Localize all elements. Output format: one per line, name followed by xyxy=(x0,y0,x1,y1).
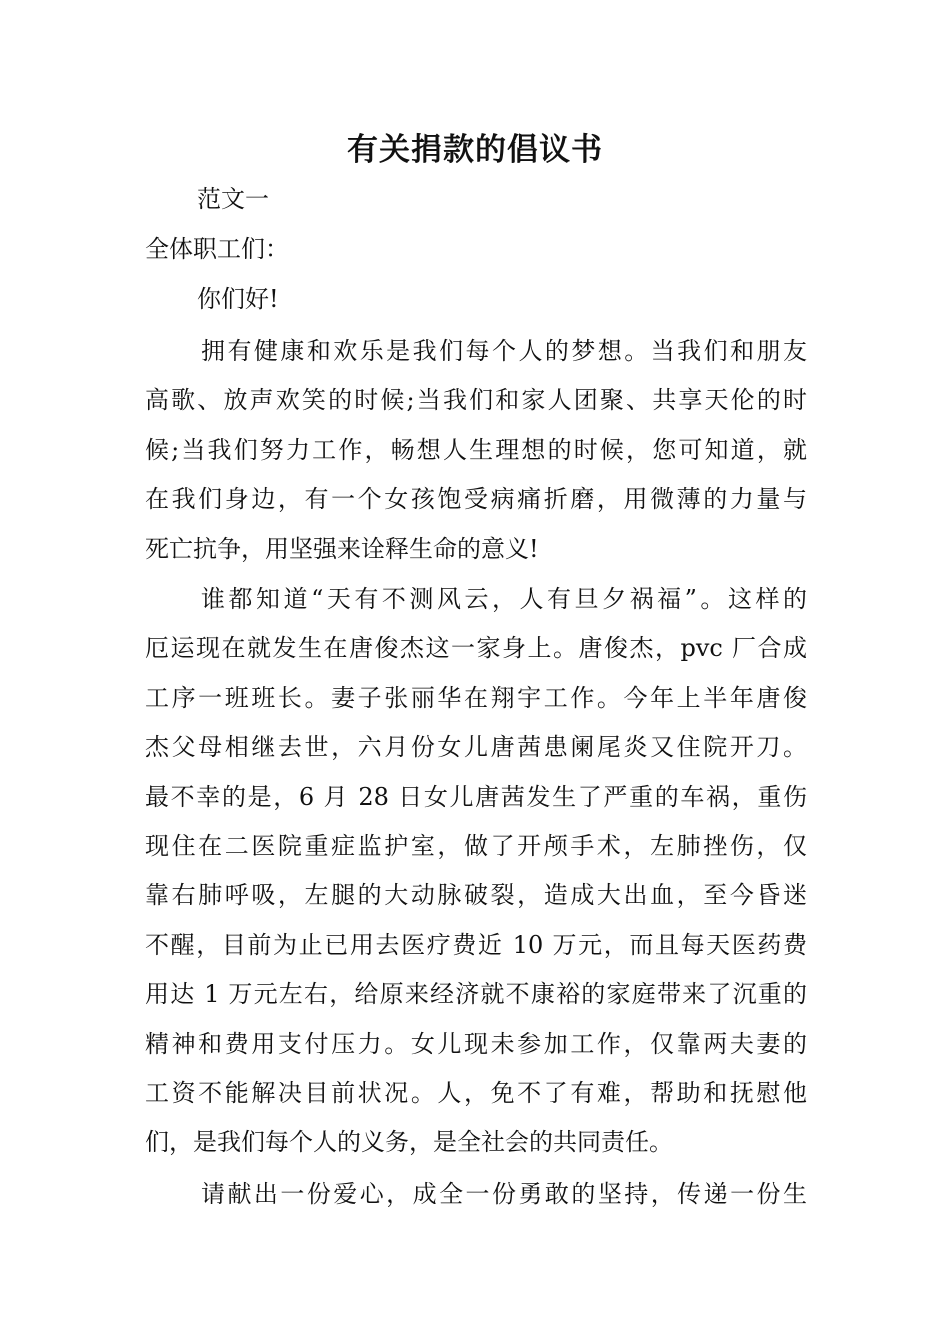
paragraph-3 xyxy=(145,1170,807,1219)
paragraph-line: 不醒，目前为止已用去医疗费近 10 万元，而且每天医药费 xyxy=(145,930,807,959)
paragraph-line: 谁都知道“天有不测风云，人有旦夕祸福”。这样的 xyxy=(201,585,807,613)
paragraph-line: 工序一班班长。妻子张丽华在翔宇工作。今年上半年唐俊 xyxy=(145,683,807,712)
paragraph-line: 高歌、放声欢笑的时候;当我们和家人团聚、共享天伦的时 xyxy=(145,386,807,415)
paragraph-line: 候;当我们努力工作，畅想人生理想的时候，您可知道，就 xyxy=(145,435,807,464)
document-title: 有关捐款的倡议书 xyxy=(347,132,603,168)
paragraph-line: 们，是我们每个人的义务，是全社会的共同责任。 xyxy=(145,1128,673,1157)
paragraph-1 xyxy=(145,327,807,574)
document-subtitle: 范文一 xyxy=(197,185,269,213)
paragraph-line: 用达 1 万元左右，给原来经济就不康裕的家庭带来了沉重的 xyxy=(145,980,807,1009)
paragraph-line: 靠右肺呼吸，左腿的大动脉破裂，造成大出血，至今昏迷 xyxy=(145,881,807,910)
paragraph-line: 杰父母相继去世，六月份女儿唐茜患阑尾炎又住院开刀。 xyxy=(145,733,807,762)
paragraph-line: 精神和费用支付压力。女儿现未参加工作，仅靠两夫妻的 xyxy=(145,1029,807,1058)
paragraph-line: 厄运现在就发生在唐俊杰这一家身上。唐俊杰，pvc 厂合成 xyxy=(145,634,807,663)
paragraph-line: 最不幸的是，6 月 28 日女儿唐茜发生了严重的车祸，重伤 xyxy=(145,782,807,811)
paragraph-line: 请献出一份爱心，成全一份勇敢的坚持，传递一份生 xyxy=(201,1180,807,1208)
greeting: 你们好! xyxy=(197,285,279,313)
paragraph-2 xyxy=(145,575,807,1168)
paragraph-line: 死亡抗争，用坚强来诠释生命的意义! xyxy=(145,534,539,563)
paragraph-line: 在我们身边，有一个女孩饱受病痛折磨，用微薄的力量与 xyxy=(145,485,807,514)
paragraph-line: 现住在二医院重症监护室，做了开颅手术，左肺挫伤，仅 xyxy=(145,831,807,860)
paragraph-line: 工资不能解决目前状况。人，免不了有难，帮助和抚慰他 xyxy=(145,1078,807,1107)
salutation: 全体职工们： xyxy=(145,235,289,263)
paragraph-line: 拥有健康和欢乐是我们每个人的梦想。当我们和朋友 xyxy=(201,337,807,365)
